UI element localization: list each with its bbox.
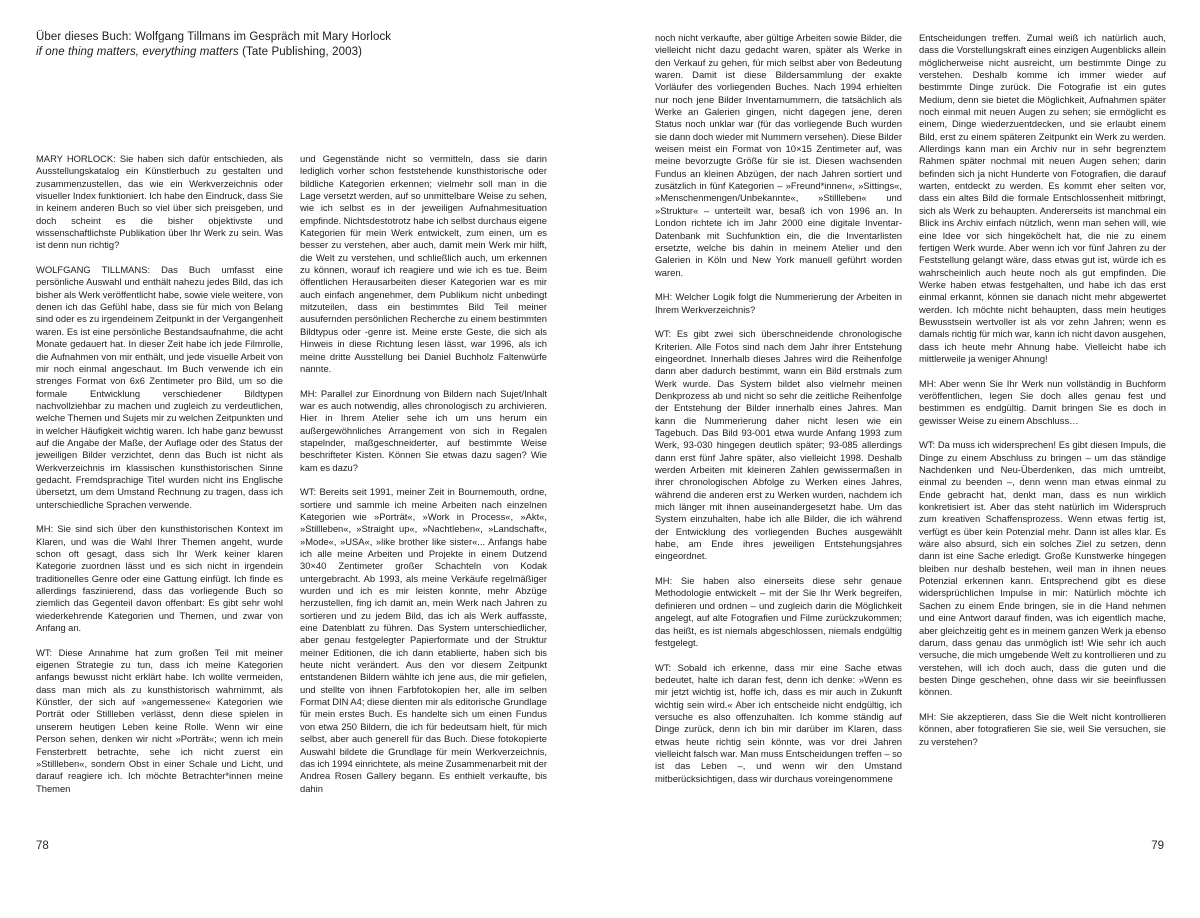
paragraph: WOLFGANG TILLMANS: Das Buch umfasst eine persönliche Auswahl und enthält nahezu jedes Bild, das ich bisher als Werk veröffentlicht habe, sowie viele weitere, von denen ich das Gefühl habe, dass sie für mich von Belang sind oder es zu irgendeinem Zeitpunkt in der Vergangenheit waren. Es ist eine persönliche Bestandsaufnahme, die acht Monate gedauert hat. In dieser Zeit habe ich jede Filmrolle, die Aufnahmen von mir enthält, und jede visuelle Arbeit von mir noch einmal angeschaut. Im Buch verwende ich ein strenges Format von 6x6 Zentimeter pro Bild, um so die formale Entwicklung verschiedener Bildtypen nachvollziehbar zu machen und zugleich zu verdeutlichen, welche Themen und Sujets mir zu welchen Zeitpunkten und in welcher Häufigkeit wichtig waren. Ich habe ganz bewusst auf die Angabe der Maße, der Auflage oder des Status der jeweiligen Bilder verzichtet, denn das Buch ist nicht als Werkverzeichnis im klassischen kunsthistorischen Sinne gedacht. Fremdsprachige Titel wurden nicht ins Englische übersetzt, um dem Umstand Rechnung zu tragen, dass ich unterschiedliche Sprachen verwende. [36,264,283,510]
book-title-publisher: (Tate Publishing, 2003) [238,46,363,58]
page-number-right: 79 [1151,840,1164,852]
page-title-line1: Über dieses Buch: Wolfgang Tillmans im Gespräch mit Mary Horlock [36,31,392,43]
paragraph: und Gegenstände nicht so vermitteln, dass sie darin lediglich vorher schon feststehende kunsthistorische oder bildliche Kategorien erkennen; vielmehr soll man in die Lage versetzt werden, auf so unmittelbare Weise zu sehen, wie ich selbst es in der jeweiligen Aufnahmesituation empfinde. Nichtsdestotrotz habe ich selbst durchaus eigene Kategorien für mein Werk entwickelt, zum einen, um es besser zu verstehen, aber auch, damit mein Werk mir hilft, die Welt zu verstehen, und schließlich auch, um erkennen zu können, worauf ich reagiere und wie ich es tue. Beim öffentlichen Herausarbeiten dieser Kategorien war es mir auch einfach angenehmer, dem Publikum nicht unbedingt mitzuteilen, dass ein bestimmtes Bild Teil meiner ausufernden persönlichen Recherche zu einem bestimmten Bildtypus oder -genre ist. Meine erste Geste, die sich als Hinweis in diese Richtung lesen lässt, war 1996, als ich meine dritte Ausstellung bei Daniel Buchholz Faltenwürfe nannte. [300,153,547,374]
page-number-left: 78 [36,840,49,852]
paragraph: WT: Sobald ich erkenne, dass mir eine Sache etwas bedeutet, halte ich daran fest, denn ich denke: »Wenn es mir jetzt wichtig ist, hoffe ich, dass es mir auch in Zukunft wichtig sein wird.« Aber ich entscheide nicht endgültig, ich versuche es also offenzuhalten. Ich komme ständig auf Dinge zurück, denn ich bin mir darüber im Klaren, dass etwas heute richtig sein könnte, was vor drei Jahren vielleicht falsch war. Man muss Entscheidungen treffen – so ist das Leben –, und wenn wir den Umstand mitberücksichtigen, dass wir durchaus voreingenommene [655,661,902,784]
paragraph: MH: Sie haben also einerseits diese sehr genaue Methodologie entwickelt – mit der Sie Ihr Werk begreifen, definieren und ordnen – und zugleich darin die Möglichkeit angelegt, auf alte Fotografien und Filme zurückzukommen; das heißt, es ist niemals abgeschlossen, niemals endgültig festgelegt. [655,575,902,648]
paragraph: WT: Es gibt zwei sich überschneidende chronologische Kriterien. Alle Fotos sind nach dem Jahr ihrer Entstehung eingeordnet. Innerhalb dieses Jahres wird die Reihenfolge dann aber dadurch bestimmt, wann ein Bild erstmals zum Werk wurde. Das System bildet also vielmehr meinen Denkprozess ab und nicht so sehr die zeitliche Reihenfolge der Entstehung der Bilder innerhalb eines Jahres. Man kann die Nummerierung daher nicht lesen wie ein Tagebuch. Das Bild 93-001 etwa wurde Anfang 1993 zum Werk, 93-030 hingegen deutlich später; 93-085 allerdings dann erst fünf Jahre später, also vielleicht 1998. Deshalb werden Arbeiten mit kleineren Zahlen gewissermaßen in ihrer chronologischen Abfolge zu Werken eines Jahres, während die anderen erst zu Werken wurden, nachdem ich mich länger mit ihnen auseinandergesetzt habe. Um das System einzuhalten, habe ich alle Bilder, die ich während der Entwicklung des vorliegenden Buches ausgewählt habe, am Ende ihres jeweiligen Entstehungsjahres eingeordnet. [655,328,902,562]
book-title-italic: if one thing matters, everything matters [36,46,239,58]
page-title-line2 [36,45,556,60]
paragraph: MARY HORLOCK: Sie haben sich dafür entschieden, als Ausstellungskatalog ein Künstlerbuch zu gestalten und zusammenzustellen, das wie ein Werkverzeichnis oder visueller Index funktioniert. Ich habe den Eindruck, dass Sie in keinem anderen Buch so viel über sich preisgeben, und doch scheint es die bisher objektivste und wissenschaftlichste Publikation über Ihr Werk zu sein. Was ist denn nun richtig? [36,153,283,251]
paragraph: WT: Bereits seit 1991, meiner Zeit in Bournemouth, ordne, sortiere und sammle ich meine Arbeiten nach einzelnen Kategorien wie »Porträt«, »Work in Process«, »Akt«, »Stillleben«, »Straight up«, »Nachtleben«, »Landschaft«, »Mode«, »USA«, »like brother like sister«... Anfangs habe ich alle meine Arbeiten und Projekte in einem Dutzend 30×40 Zentimeter großer Schachteln von Kodak untergebracht. Ab 1993, als meine Verkäufe regelmäßiger wurden und ich es mir leisten konnte, mehr Abzüge herzustellen, fing ich damit an, mein Werk nach Jahren zu sortieren und zu jedem Bild, das ich als Werk auffasste, eine Datenblatt zu führen. Das System unterschiedlicher, aber genau festgelegter Papierformate und der Struktur meiner Editionen, die ich dann etablierte, haben sich bis heute nicht verändert. Aus den vor diesem Zeitpunkt entstandenen Bildern wählte ich jene aus, die mir gefielen, und stellte von ihnen Farbfotokopien her, alle im selben Format DIN A4; diese dienten mir als editorische Grundlage für mein erstes Buch. Es handelte sich um einen Fundus von etwa 250 Bildern, die ich für bedeutsam hielt, für mich selbst, aber auch generell für das Buch. Diese fotokopierte Auswahl bildete die Grundlage für mein Werkverzeichnis, das ich 1994 einrichtete, als meine Zusammenarbeit mit der Andrea Rosen Gallery begann. Es enthielt verkaufte, bis dahin [300,486,547,794]
paragraph: MH: Sie akzeptieren, dass Sie die Welt nicht kontrollieren können, aber fotografieren Sie sie, weil Sie versuchen, sie zu verstehen? [919,710,1166,747]
text-column-3 [655,32,902,785]
page-title [36,30,556,60]
paragraph: WT: Da muss ich widersprechen! Es gibt diesen Impuls, die Dinge zu einem Abschluss zu bringen – um das ständige Nachdenken und Neu-Überdenken, das mich umtreibt, einmal zu beenden –, denn wenn man etwas einmal zu Ende gebracht hat, denkt man, dass es nun wirklich konkretisiert ist. Aber das steht natürlich im Widerspruch zum kreativen Schaffensprozess. Wenn etwas fertig ist, verfügt es über kein Potenzial mehr. Dann ist alles klar. Es wäre also absurd, sich ein solches Ziel zu setzen, denn dann ist eine Sache erledigt. Große Kunstwerke hingegen bleiben nur deshalb bestehen, weil man in ihnen neues Potenzial erkennen kann. Entsprechend gibt es diese widersprüchlichen Impulse in mir: Natürlich möchte ich Sachen zu einem Ende bringen, sie in die Hand nehmen und eine Antwort darauf finden, was ich eigentlich mache, aber gleichzeitig geht es in meinem ganzen Werk ja ebenso darum, dass genau das unmöglich ist! Wie sehr ich auch versuche, die mich umgebende Welt zu kontrollieren und zu verstehen, will ich doch auch, dass die guten und die besten Dinge geschehen, ohne dass wir sie beeinflussen können. [919,439,1166,698]
text-column-4 [919,32,1166,748]
paragraph: noch nicht verkaufte, aber gültige Arbeiten sowie Bilder, die vielleicht nicht dazu gedacht waren, später als Werke in den Verkauf zu gehen, für mich selbst aber von Bedeutung waren. Damit ist diese Bildersammlung der exakte Vorläufer des vorliegenden Buches. Nach 1994 erhielten nur noch jene Bilder Inventarnummern, die tatsächlich als Werke an Galerien gingen, nicht dagegen jene, deren Status noch unklar war (für das vorliegende Buch wurden sie dann doch wieder mit Nummern versehen). Diese Bilder weisen meist ein Format von 10×15 Zentimeter auf, was meine bevorzugte Größe für sie ist. Diesen wachsenden Fundus an kleinen Abzügen, der nach Jahren sortiert und zusätzlich in fünf Kategorien – »Freund*innen«, »Sittings«, »Menschenmengen/Unbekannte«, »Stillleben« und »Struktur« – unterteilt war, besaß ich von 1996 an. In London richtete ich im Jahr 2000 eine digitale Inventar-Datenbank mit Suchfunktion ein, die die Inventarlisten ersetzte, welche bis dahin in meinem Atelier und den Galerien in Köln und New York manuell geführt worden waren. [655,32,902,278]
paragraph: WT: Diese Annahme hat zum großen Teil mit meiner eigenen Strategie zu tun, dass ich meine Kategorien anfangs bewusst nicht erklärt habe. Ich wollte vermeiden, dass man mich als zu kunsthistorisch wahrnimmt, als Künstler, der sich auf »angemessene« Kategorien wie Porträt oder Stillleben verlässt, denn diese spielen in unserem heutigen Leben keine Rolle. Wenn wir eine Person sehen, denken wir nicht »Porträt«; wenn ich mein Fensterbrett betrachte, sehe ich nicht zuerst ein »Stillleben«, sondern Obst in einer Schale und Licht, und darauf reagiere ich. Ich möchte Betrachter*innen meine Themen [36,646,283,794]
text-column-1 [36,153,283,795]
paragraph: MH: Aber wenn Sie Ihr Werk nun vollständig in Buchform veröffentlichen, legen Sie doch alles genau fest und bestimmen es endgültig. Damit bringen Sie es doch in gewisser Weise zu einem Abschluss… [919,377,1166,426]
paragraph: Entscheidungen treffen. Zumal weiß ich natürlich auch, dass die Vorstellungskraft eines einzigen Augenblicks allein möglicherweise nicht ausreicht, um bestimmte Dinge zu verstehen. Deshalb komme ich immer wieder auf bestimmte Dinge zurück. Die Fotografie ist ein gutes Medium, denn sie bietet die Möglichkeit, Aufnahmen später noch einmal mit neuen Augen zu sehen; sie ermöglicht es einem, Dinge wiederzuentdecken, und sie erlaubt einem Bild, erst zu einem späteren Zeitpunkt ein Werk zu werden. Allerdings kann man ein Archiv nur in sehr begrenztem Rahmen später nochmal mit neuen Augen sehen; darin befinden sich ja nicht Hunderte von Fotografien, die darauf warten, entdeckt zu werden. Es kommt eher selten vor, dass ein altes Bild die formale Entschlossenheit mitbringt, sich als Werk zu behaupten. Andererseits ist manchmal ein Blick ins Archiv einfach nützlich, wenn man sehen will, wie eine Idee vor sich hingeköchelt hat, die nie zu einem fertigen Werk wurde. Aber wenn ich vor fünf Jahren zu der Feststellung gelangt wäre, dass etwas gut ist, würde ich es wahrscheinlich auch heute noch als gut empfinden. Die Werke haben etwas festgehalten, und habe ich das erst einmal erkannt, können sie danach nicht mehr abgewertet werden. Ich möchte nicht behaupten, dass mein heutiges Bewusstsein wertvoller ist als vor zehn Jahren; wenn es damals richtig für mich war, kann ich nicht davon ausgehen, dass ich heute mehr Ahnung habe. Vielleicht habe ich mittlerweile ja weniger Ahnung! [919,32,1166,364]
text-column-2 [300,153,547,795]
paragraph: MH: Parallel zur Einordnung von Bildern nach Sujet/Inhalt war es auch notwendig, alles chronologisch zu archivieren. Hier in Ihrem Atelier sehe ich um uns herum ein außergewöhnliches Arrangement von sich in Regalen stapelnder, maßgeschneiderter, auf bestimmte Weise beschrifteter Kisten. Können Sie etwas dazu sagen? Wie kam es dazu? [300,387,547,473]
paragraph: MH: Welcher Logik folgt die Nummerierung der Arbeiten in Ihrem Werkverzeichnis? [655,291,902,315]
paragraph: MH: Sie sind sich über den kunsthistorischen Kontext im Klaren, und was die Wahl Ihrer Themen angeht, wurde schon oft gesagt, dass sich Ihr Werk keiner klaren Kategorie zuordnen lässt und es sich nicht in irgendein traditionelles Genre oder eine Gattung einfügt. Ich finde es allerdings faszinierend, dass das vorliegende Buch so ziemlich das Gegenteil davon offenbart: Es gibt sehr wohl wiederkehrende Kategorien und Themen, und zwar von Anfang an. [36,523,283,634]
